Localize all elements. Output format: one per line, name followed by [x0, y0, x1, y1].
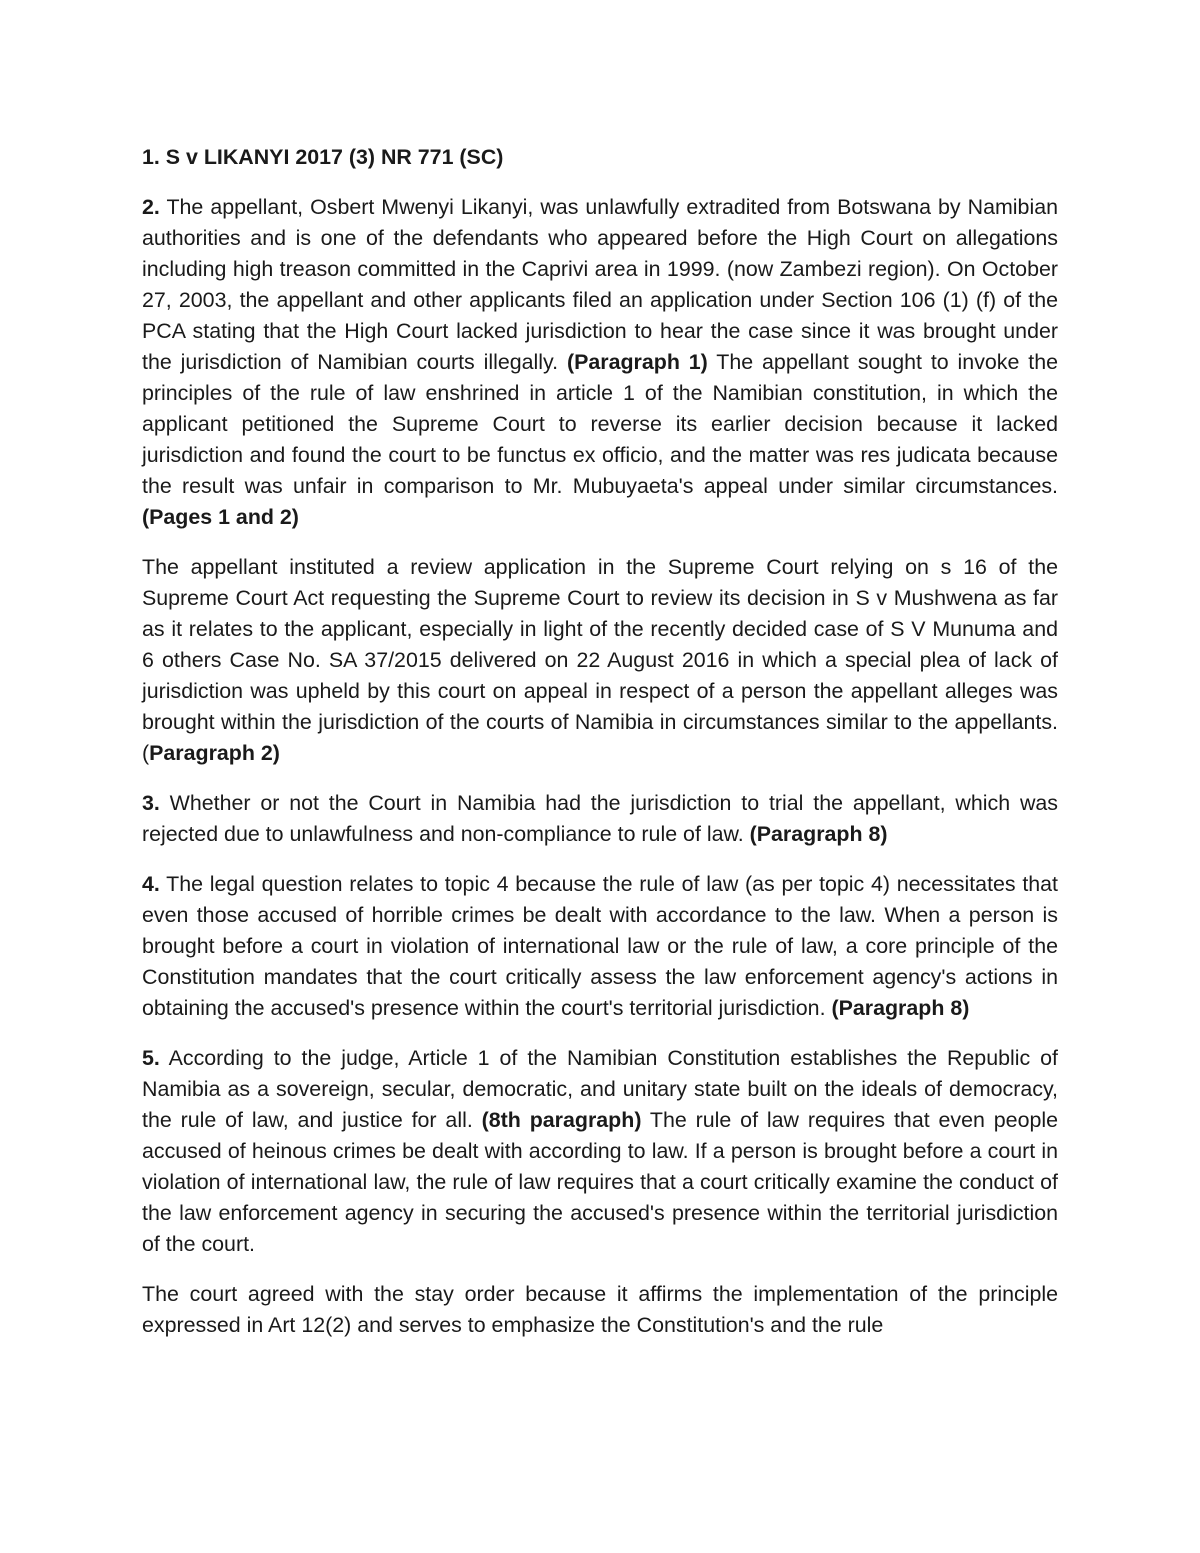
section-text: According to the judge, Article 1 of the Namibian Constitution establishes the Republic of Namibia as a sovereign, secular, democratic, and unitary state built on the ideals of democracy, the rule of law, and justice for all. — [142, 1046, 1058, 1132]
section-text: The appellant sought to invoke the principles of the rule of law enshrined in article 1 of the Namibian constitution, in which the applicant petitioned the Supreme Court to reverse its earlier decision because it lacked jurisdiction and found the court to be functus ex officio, and the matter was res judicata because the result was unfair in comparison to Mr. Mubuyaeta's appeal under similar circumstances. — [142, 350, 1058, 498]
section-4-topic-relation — [142, 869, 1058, 1024]
section-number: 5. — [142, 1046, 160, 1070]
review-application-paragraph — [142, 552, 1058, 769]
section-2-facts — [142, 192, 1058, 533]
document-body — [142, 142, 1058, 1360]
section-text: The appellant instituted a review application in the Supreme Court relying on s 16 of the Supreme Court Act requesting the Supreme Court to review its decision in S v Mushwena as far as it relates to the applicant, especially in light of the recently decided case of S V Munuma and 6 others Case No. SA 37/2015 delivered on 22 August 2016 in which a special plea of lack of jurisdiction was upheld by this court on appeal in respect of a person the appellant alleges was brought within the jurisdiction of the courts of Namibia in circumstances similar to the appellants. ( — [142, 555, 1058, 765]
paragraph-reference: (Paragraph 8) — [749, 822, 888, 846]
section-number: 2. — [142, 195, 160, 219]
case-title-text: 1. S v LIKANYI 2017 (3) NR 771 (SC) — [142, 145, 504, 169]
section-text: The appellant, Osbert Mwenyi Likanyi, was unlawfully extradited from Botswana by Namibian authorities and is one of the defendants who appeared before the High Court on allegations including high treason committed in the Caprivi area in 1999. (now Zambezi region). On October 27, 2003, the appellant and other applicants filed an application under Section 106 (1) (f) of the PCA stating that the High Court lacked jurisdiction to hear the case since it was brought under the jurisdiction of Namibian courts illegally. — [142, 195, 1058, 374]
paragraph-reference: (8th paragraph) — [481, 1108, 642, 1132]
section-text: Whether or not the Court in Namibia had the jurisdiction to trial the appellant, which was rejected due to unlawfulness and non-compliance to rule of law. — [142, 791, 1058, 846]
section-5-judgment — [142, 1043, 1058, 1260]
section-text: The rule of law requires that even people accused of heinous crimes be dealt with according to law. If a person is brought before a court in violation of international law, the rule of law requires that a court critically examine the conduct of the law enforcement agency in securing the accused's presence within the territorial jurisdiction of the court. — [142, 1108, 1059, 1256]
case-title — [142, 142, 1058, 173]
section-number: 4. — [142, 872, 160, 896]
section-text: The legal question relates to topic 4 because the rule of law (as per topic 4) necessitates that even those accused of horrible crimes be dealt with accordance to the law. When a person is brought before a court in violation of international law or the rule of law, a core principle of the Constitution mandates that the court critically assess the law enforcement agency's actions in obtaining the accused's presence within the court's territorial jurisdiction. — [142, 872, 1058, 1020]
stay-order-paragraph — [142, 1279, 1058, 1341]
section-text: The court agreed with the stay order because it affirms the implementation of the principle expressed in Art 12(2) and serves to emphasize the Constitution's and the rule — [142, 1282, 1058, 1337]
paragraph-reference: (Pages 1 and 2) — [142, 505, 299, 529]
section-number: 3. — [142, 791, 160, 815]
paragraph-reference: (Paragraph 1) — [566, 350, 708, 374]
paragraph-reference: (Paragraph 8) — [831, 996, 970, 1020]
section-3-legal-question — [142, 788, 1058, 850]
paragraph-reference: Paragraph 2) — [149, 741, 280, 765]
